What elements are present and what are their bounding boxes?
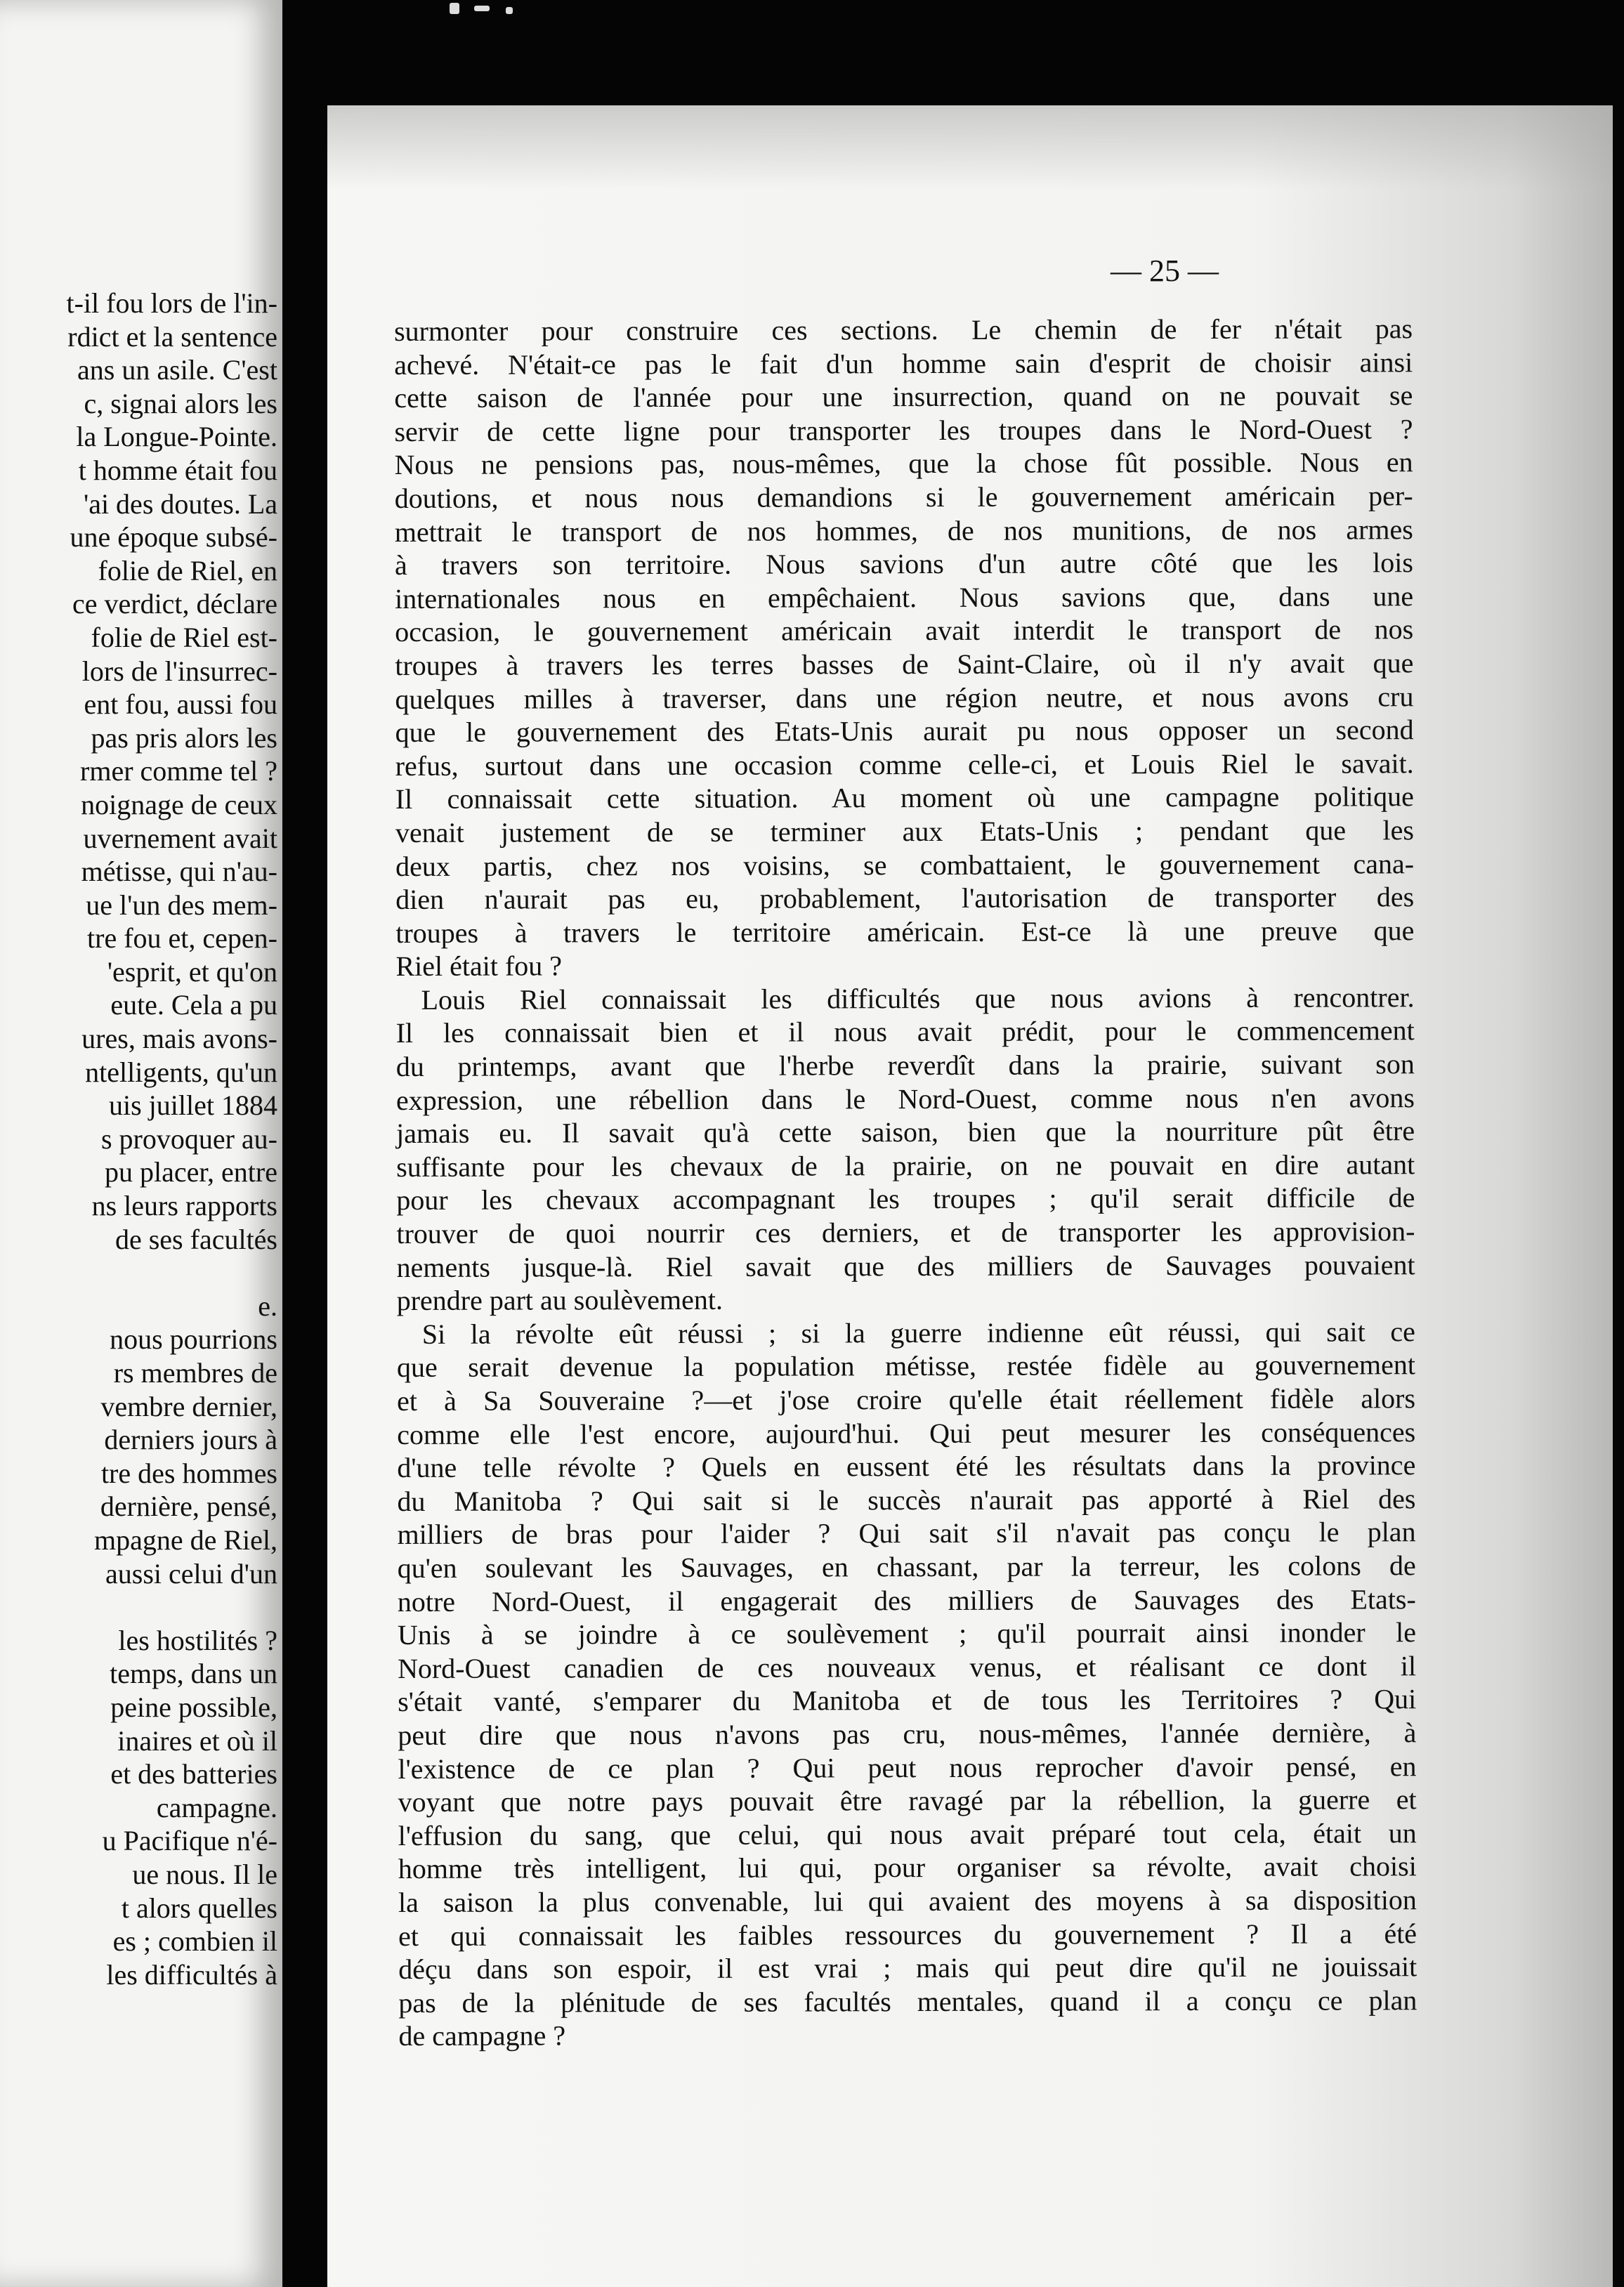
left-text-line: e. — [258, 1290, 277, 1322]
text-line: refus, surtout dans une occasion comme celle-ci, et Louis Riel le savait. — [395, 747, 1414, 782]
text-line: Unis à se joindre à ce soulèvement ; qu'il pourrait ainsi inonder le — [397, 1616, 1416, 1651]
text-line: deux partis, chez nos voisins, se combattaient, le gouvernement cana- — [395, 847, 1415, 882]
left-text-line: campagne. — [156, 1791, 277, 1823]
scan-artifacts — [436, 0, 534, 21]
left-text-line: s provoquer au- — [100, 1122, 277, 1155]
left-text-line: c, signai alors les — [84, 387, 277, 419]
text-line: nements jusque-là. Riel savait que des milliers de Sauvages pouvaient — [396, 1248, 1415, 1283]
left-text-line: ntelligents, qu'un — [85, 1056, 277, 1088]
text-line: Si la révolte eût réussi ; si la guerre indienne eût réussi, qui sait ce — [421, 1316, 1415, 1350]
text-line: quelques milles à traverser, dans une région neutre, et nous avons cru — [395, 680, 1414, 715]
left-text-line: t homme était fou — [78, 454, 277, 486]
text-line: Nous ne pensions pas, nous-mêmes, que la chose fût possible. Nous en — [394, 446, 1413, 481]
text-line: à travers son territoire. Nous savions d'un autre côté que les lois — [394, 546, 1413, 582]
text-line: jamais eu. Il savait qu'à cette saison, bien que la nourriture pût être — [395, 1115, 1415, 1150]
text-line: pas de la plénitude de ses facultés mentales, quand il a conçu ce plan — [398, 1984, 1417, 2019]
left-text-line: tre fou et, cepen- — [87, 922, 277, 955]
text-line: l'effusion du sang, que celui, qui nous avait préparé tout cela, était un — [398, 1816, 1417, 1852]
left-text-line: lors de l'insurrec- — [81, 655, 277, 687]
page-top-shadow — [327, 105, 1613, 190]
left-text-line: mpagne de Riel, — [93, 1523, 277, 1556]
text-line: troupes à travers les terres basses de Saint-Claire, où il n'y avait que — [395, 647, 1414, 681]
left-text-line — [0, 1256, 277, 1290]
left-text-line: peine possible, — [110, 1691, 277, 1723]
left-text-line: rdict et la sentence — [67, 320, 277, 353]
text-line: et qui connaissait les faibles ressources du gouvernement ? Il a été — [398, 1917, 1417, 1952]
left-text-line: tre des hommes — [100, 1457, 277, 1489]
text-line: Riel était fou ? — [395, 950, 563, 983]
left-text-line: aussi celui d'un — [105, 1557, 277, 1590]
left-text-line: la Longue-Pointe. — [76, 421, 277, 453]
left-text-line: les hostilités ? — [118, 1624, 277, 1656]
text-line: la saison la plus convenable, lui qui avaient des moyens à sa disposition — [398, 1884, 1417, 1918]
left-text-line: ue l'un des mem- — [86, 889, 277, 921]
text-line: prendre part au soulèvement. — [396, 1283, 723, 1317]
left-text-line: uis juillet 1884 — [109, 1089, 277, 1122]
left-text-line: pu placer, entre — [104, 1156, 277, 1188]
text-line: que serait devenue la population métisse, restée fidèle au gouvernement — [396, 1349, 1415, 1384]
text-line: l'existence de ce plan ? Qui peut nous reprocher d'avoir pensé, en — [398, 1750, 1417, 1785]
left-text-line: uvernement avait — [83, 822, 277, 854]
left-text-line: t alors quelles — [121, 1892, 277, 1924]
text-line: Louis Riel connaissait les difficultés que nous avions à rencontrer. — [421, 981, 1415, 1016]
text-line: achevé. N'était-ce pas le fait d'un homme sain d'esprit de choisir ainsi — [394, 346, 1413, 381]
text-line: cette saison de l'année pour une insurrection, quand on ne pouvait se — [394, 379, 1413, 414]
text-line: Nord-Ouest canadien de ces nouveaux venus, et réalisant ce dont il — [397, 1649, 1417, 1684]
page-number: — 25 — — [1111, 254, 1219, 288]
left-text-line: pas pris alors les — [91, 721, 277, 754]
text-line: servir de cette ligne pour transporter les troupes dans le Nord-Ouest ? — [394, 412, 1413, 447]
left-text-line: es ; combien il — [112, 1925, 277, 1958]
book-gutter — [282, 0, 327, 2287]
left-text-line: métisse, qui n'au- — [81, 856, 277, 888]
left-text-line: temps, dans un — [110, 1658, 277, 1690]
text-line: internationales nous en empêchaient. Nous savions que, dans une — [394, 579, 1414, 615]
text-line: déçu dans son espoir, il est vrai ; mais qui peut dire qu'il ne jouissait — [398, 1951, 1417, 1986]
text-line: d'une telle révolte ? Quels en eussent été les résultats dans la province — [397, 1449, 1416, 1484]
text-line: notre Nord-Ouest, il engagerait des milliers de Sauvages des Etats- — [397, 1582, 1416, 1618]
left-text-line: u Pacifique n'é- — [102, 1825, 277, 1857]
left-text-line: 'ai des doutes. La — [83, 487, 277, 520]
page-body-text — [394, 312, 1417, 2053]
left-text-line: ures, mais avons- — [81, 1023, 277, 1055]
text-line: homme très intelligent, lui qui, pour organiser sa révolte, avait choisi — [398, 1850, 1417, 1885]
left-text-line: eute. Cela a pu — [110, 989, 277, 1021]
left-text-line: folie de Riel, en — [98, 554, 277, 587]
left-text-line: une époque subsé- — [70, 521, 277, 553]
left-text-line: ans un asile. C'est — [77, 354, 277, 386]
text-line: et à Sa Souveraine ?—et j'ose croire qu'elle était réellement fidèle alors — [396, 1382, 1416, 1417]
left-text-line: 'esprit, et qu'on — [107, 955, 277, 988]
left-text-line: de ses facultés — [114, 1223, 277, 1255]
left-text-line: rs membres de — [113, 1357, 277, 1389]
left-text-line: t-il fou lors de l'in- — [66, 287, 277, 319]
text-line: pour les chevaux accompagnant les troupes ; qu'il serait difficile de — [396, 1181, 1415, 1217]
text-line: du Manitoba ? Qui sait si le succès n'aurait pas apporté à Riel des — [397, 1482, 1416, 1517]
left-page-text — [0, 287, 277, 1991]
text-line: troupes à travers le territoire américain. Est-ce là une preuve que — [395, 914, 1415, 949]
text-line: s'était vanté, s'emparer du Manitoba et de tous les Territoires ? Qui — [398, 1683, 1417, 1718]
text-line: Il connaissait cette situation. Au moment où une campagne politique — [395, 780, 1414, 815]
text-line: milliers de bras pour l'aider ? Qui sait s'il n'avait pas conçu le plan — [397, 1516, 1416, 1551]
text-line: du printemps, avant que l'herbe reverdît dans la prairie, suivant son — [395, 1048, 1415, 1083]
left-text-line: vembre dernier, — [100, 1390, 277, 1422]
left-text-line: dernière, pensé, — [100, 1490, 277, 1523]
text-line: qu'en soulevant les Sauvages, en chassant, par la terreur, les colons de — [397, 1549, 1416, 1584]
text-line: surmonter pour construire ces sections. Le chemin de fer n'était pas — [394, 313, 1413, 347]
left-text-line: et des batteries — [110, 1758, 277, 1790]
left-page-fragment — [0, 0, 282, 2287]
text-line: dien n'aurait pas eu, probablement, l'autorisation de transporter des — [395, 881, 1415, 916]
left-text-line: derniers jours à — [104, 1424, 277, 1456]
text-line: venait justement de se terminer aux Etats-Unis ; pendant que les — [395, 814, 1414, 848]
left-text-line: ce verdict, déclare — [72, 588, 277, 620]
left-text-line: ue nous. Il le — [132, 1858, 277, 1890]
left-text-line: ns leurs rapports — [91, 1190, 277, 1222]
left-text-line: inaires et où il — [117, 1724, 277, 1757]
left-text-line: rmer comme tel ? — [80, 755, 277, 787]
text-line: peut dire que nous n'avons pas cru, nous-mêmes, l'année dernière, à — [398, 1717, 1417, 1751]
left-text-line: noignage de ceux — [81, 788, 277, 820]
left-text-line: ent fou, aussi fou — [84, 688, 277, 721]
right-page — [327, 105, 1613, 2287]
text-line: mettrait le transport de nos hommes, de nos munitions, de nos armes — [394, 513, 1413, 548]
left-text-line — [0, 1590, 277, 1624]
text-line: trouver de quoi nourrir ces derniers, et de transporter les approvision- — [396, 1215, 1415, 1250]
text-line: comme elle l'est encore, aujourd'hui. Qui peut mesurer les conséquences — [397, 1415, 1416, 1450]
text-line: de campagne ? — [398, 2019, 566, 2052]
text-line: occasion, le gouvernement américain avait interdit le transport de nos — [395, 613, 1414, 648]
left-text-line: nous pourrions — [110, 1323, 277, 1356]
text-line: suffisante pour les chevaux de la prairie, on ne pouvait en dire autant — [396, 1148, 1415, 1183]
text-line: doutions, et nous nous demandions si le gouvernement américain per- — [394, 480, 1413, 514]
left-text-line: les difficultés à — [106, 1958, 277, 1991]
left-text-line: folie de Riel est- — [91, 621, 277, 653]
text-line: Il les connaissait bien et il nous avait prédit, pour le commencement — [395, 1014, 1415, 1049]
text-line: voyant que notre pays pouvait être ravagé par la rébellion, la guerre et — [398, 1783, 1417, 1819]
text-line: que le gouvernement des Etats-Unis aurait pu nous opposer un second — [395, 714, 1414, 749]
text-line: expression, une rébellion dans le Nord-Ouest, comme nous n'en avons — [395, 1081, 1415, 1116]
